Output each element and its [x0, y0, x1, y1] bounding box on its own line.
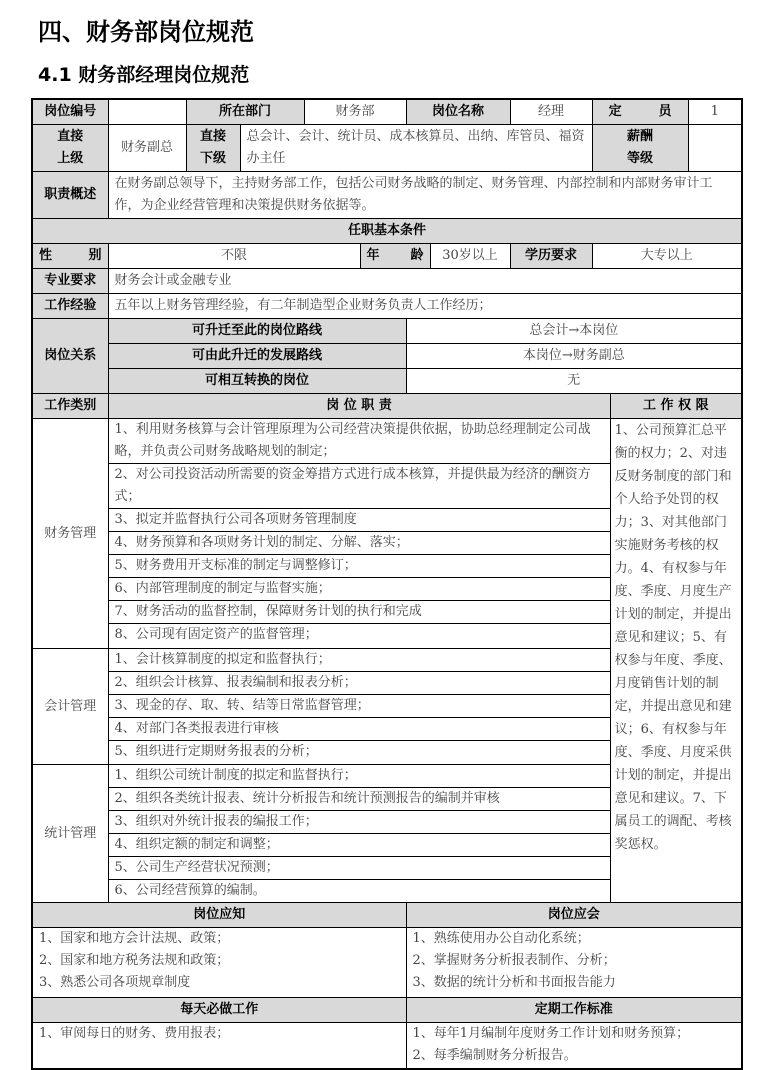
position-value: 经理 — [510, 99, 592, 125]
superior-value: 财务副总 — [108, 125, 186, 172]
job-spec-table — [31, 98, 743, 1070]
list-item: 3、现金的存、取、转、结等日常监督管理； — [109, 695, 610, 718]
code-value — [108, 99, 186, 125]
code-label: 岗位编号 — [32, 99, 108, 125]
work-duties-header: 岗 位 职 责 — [108, 394, 610, 419]
work-header-row — [32, 394, 742, 419]
dept-label: 所在部门 — [186, 99, 304, 125]
daily-list — [32, 1023, 406, 1069]
list-item: 2、组织会计核算、报表编制和报表分析； — [109, 672, 610, 695]
list-item: 3、数据的统计分析和书面报告能力 — [412, 975, 616, 990]
list-item: 6、内部管理制度的制定与监督实施； — [109, 578, 610, 601]
conditions-header-row — [32, 219, 742, 244]
superior-row — [32, 125, 742, 172]
relation-up-value: 总会计→本岗位 — [406, 319, 742, 344]
list-item: 7、财务活动的监督控制，保障财务计划的执行和完成 — [109, 601, 610, 624]
conditions-header: 任职基本条件 — [32, 219, 742, 244]
education-value: 大专以上 — [592, 244, 742, 269]
age-value: 30岁以上 — [430, 244, 510, 269]
experience-row — [32, 294, 742, 319]
summary-value: 在财务副总领导下，主持财务部工作，包括公司财务战略的制定、财务管理、内部控制和内部财务审计工作，为企业经营管理和决策提供财务依据等。 — [108, 172, 742, 219]
header-row — [32, 99, 742, 125]
list-item: 5、公司生产经营状况预测； — [109, 857, 610, 880]
accounting-label: 会计管理 — [32, 649, 108, 765]
education-label: 学历要求 — [510, 244, 592, 269]
list-item: 5、财务费用开支标准的制定与调整修订； — [109, 555, 610, 578]
subordinate-value: 总会计、会计、统计员、成本核算员、出纳、库管员、福资办主任 — [240, 125, 592, 172]
list-item: 2、对公司投资活动所需要的资金筹措方式进行成本核算，并提供最为经济的酬资方式； — [109, 464, 610, 509]
salary-label: 薪酬 等级 — [592, 125, 688, 172]
relation-row-up — [32, 319, 742, 344]
major-label: 专业要求 — [32, 269, 108, 294]
skills-header: 岗位应会 — [406, 903, 742, 928]
summary-row — [32, 172, 742, 219]
periodic-header: 定期工作标准 — [406, 998, 742, 1023]
superior-label: 直接 上级 — [32, 125, 108, 172]
list-item: 8、公司现有固定资产的监督管理； — [114, 627, 318, 642]
summary-label: 职责概述 — [32, 172, 108, 219]
relation-row-swap — [32, 369, 742, 394]
relation-dev-label: 可由此升迁的发展路线 — [108, 344, 406, 369]
major-row — [32, 269, 742, 294]
skills-list — [406, 928, 742, 998]
knowledge-list — [32, 928, 406, 998]
list-item: 4、财务预算和各项财务计划的制定、分解、落实； — [109, 532, 610, 555]
work-rights: 1、公司预算汇总平衡的权力；2、对违反财务制度的部门和个人给予处罚的权力；3、对其他部门实施财务考核的权力。4、有权参与年度、季度、月度生产计划的制定，并提出意见和建议；5、有权参与年度、季度、月度销售计划的制定，并提出意见和建议；6、有权参与年度、季度、月度采供计划的制定，并提出意见和建议。7、下属员工的调配、考核奖惩权。 — [610, 419, 742, 903]
list-item: 1、国家和地方会计法规、政策； — [39, 931, 230, 946]
periodic-list — [406, 1023, 742, 1069]
list-item: 6、公司经营预算的编制。 — [114, 883, 266, 898]
finance-label: 财务管理 — [32, 419, 108, 649]
salary-value — [688, 125, 742, 172]
relation-dev-value: 本岗位→财务副总 — [406, 344, 742, 369]
page-title: 四、财务部岗位规范 — [38, 18, 254, 46]
gender-label: 性 别 — [32, 244, 108, 269]
list-item: 2、每季编制财务分析报告。 — [412, 1048, 577, 1063]
quota-value: 1 — [688, 99, 742, 125]
list-item: 1、审阅每日的财务、费用报表； — [39, 1026, 230, 1041]
list-item: 3、拟定并监督执行公司各项财务管理制度 — [109, 509, 610, 532]
relation-up-label: 可升迁至此的岗位路线 — [108, 319, 406, 344]
position-label: 岗位名称 — [406, 99, 510, 125]
list-item: 4、组织定额的制定和调整； — [109, 834, 610, 857]
experience-label: 工作经验 — [32, 294, 108, 319]
list-item: 2、掌握财务分析报表制作、分析； — [412, 953, 616, 968]
quota-label: 定 员 — [592, 99, 688, 125]
list-item: 5、组织进行定期财务报表的分析； — [114, 744, 318, 759]
daily-header: 每天必做工作 — [32, 998, 406, 1023]
knowledge-header: 岗位应知 — [32, 903, 406, 928]
finance-row — [32, 419, 742, 649]
daily-header-row — [32, 998, 742, 1023]
accounting-duties — [108, 649, 610, 765]
work-category-header: 工作类别 — [32, 394, 108, 419]
age-label: 年 龄 — [360, 244, 430, 269]
work-rights-header: 工 作 权 限 — [610, 394, 742, 419]
relation-swap-value: 无 — [406, 369, 742, 394]
relation-row-dev — [32, 344, 742, 369]
know-header-row — [32, 903, 742, 928]
statistics-duties — [108, 765, 610, 903]
daily-content-row — [32, 1023, 742, 1069]
statistics-label: 统计管理 — [32, 765, 108, 903]
list-item: 1、会计核算制度的拟定和监督执行； — [109, 649, 610, 672]
gender-age-row — [32, 244, 742, 269]
relation-swap-label: 可相互转换的岗位 — [108, 369, 406, 394]
list-item: 2、国家和地方税务法规和政策； — [39, 953, 230, 968]
relation-label: 岗位关系 — [32, 319, 108, 394]
list-item: 1、利用财务核算与会计管理原理为公司经营决策提供依据，协助总经理制定公司战略，并负责公司财务战略规划的制定； — [109, 419, 610, 464]
finance-duties — [108, 419, 610, 649]
list-item: 1、熟练使用办公自动化系统； — [412, 931, 590, 946]
gender-value: 不限 — [108, 244, 360, 269]
list-item: 3、组织对外统计报表的编报工作； — [109, 811, 610, 834]
section-title: 4.1 财务部经理岗位规范 — [38, 64, 250, 86]
list-item: 2、组织各类统计报表、统计分析报告和统计预测报告的编制并审核 — [109, 788, 610, 811]
list-item: 1、组织公司统计制度的拟定和监督执行； — [109, 765, 610, 788]
list-item: 3、熟悉公司各项规章制度 — [39, 975, 191, 990]
experience-value: 五年以上财务管理经验，有二年制造型企业财务负责人工作经历； — [108, 294, 742, 319]
list-item: 1、每年1月编制年度财务工作计划和财务预算； — [412, 1026, 690, 1041]
subordinate-label: 直接 下级 — [186, 125, 240, 172]
dept-value: 财务部 — [304, 99, 406, 125]
major-value: 财务会计或金融专业 — [108, 269, 742, 294]
know-content-row — [32, 928, 742, 998]
list-item: 4、对部门各类报表进行审核 — [109, 718, 610, 741]
